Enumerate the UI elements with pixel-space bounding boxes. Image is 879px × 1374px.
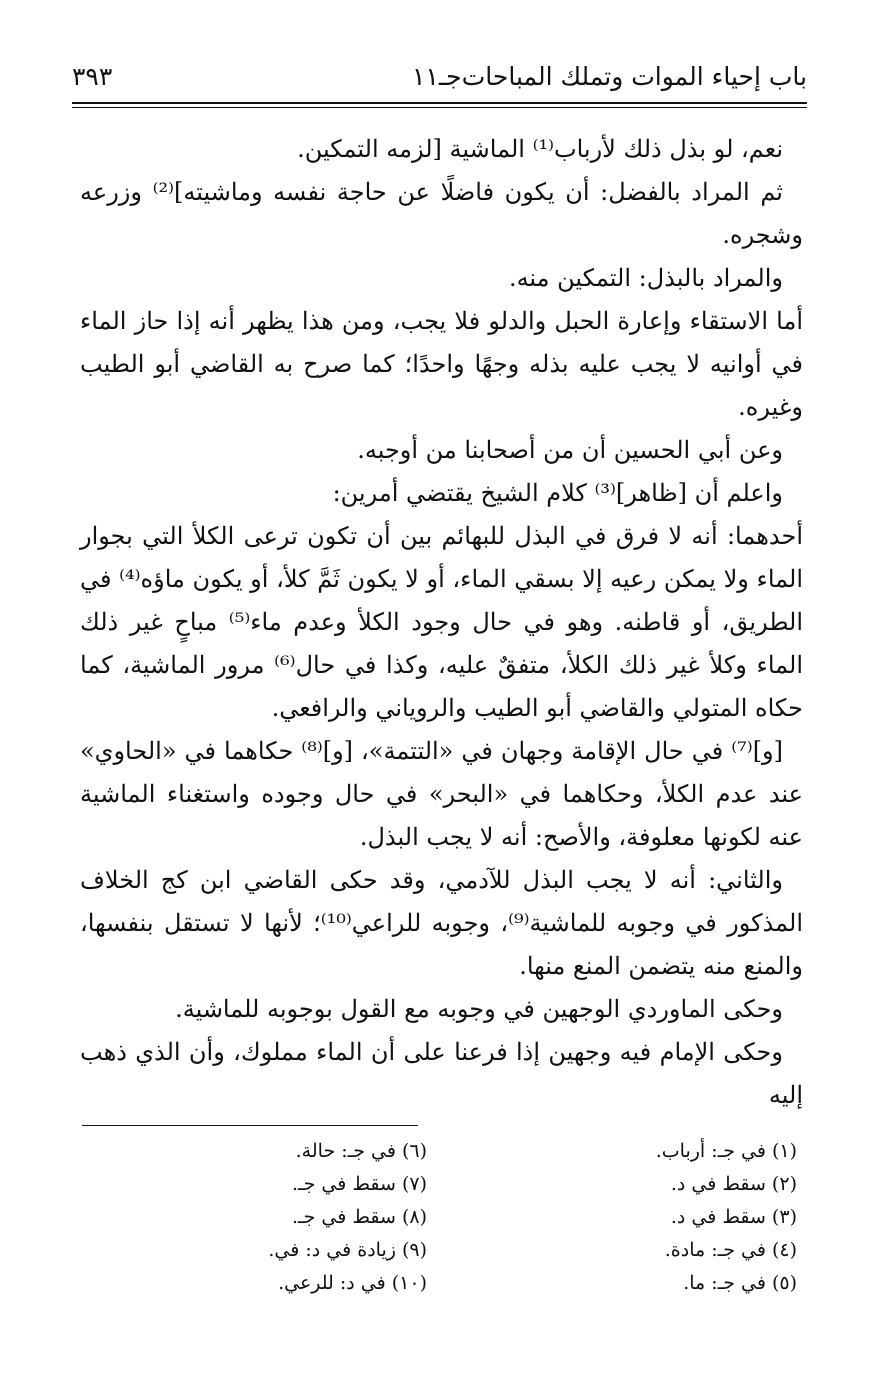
volume-label: جـ١١ [412,62,462,91]
paragraph: وعن أبي الحسين أن من أصحابنا من أوجبه. [357,436,783,464]
footnotes-column-right [437,1135,797,1300]
footnote-separator [82,1125,418,1126]
footnotes-column-left [67,1135,427,1300]
chapter-title: باب إحياء الموات وتملك المباحات [461,62,807,91]
paragraph: واعلم أن [ظاهر]⁽³⁾ كلام الشيخ يقتضي أمرين: [332,479,783,507]
paragraph: نعم، لو بذل ذلك لأرباب⁽¹⁾ الماشية [لزمه التمكين. [297,135,783,163]
footnote: (٧) سقط في جـ. [291,1173,427,1195]
header-rule-thin [72,107,807,108]
footnote: (٨) سقط في جـ. [291,1206,427,1228]
paragraph: وحكى الإمام فيه وجهين إذا فرعنا على أن الماء مملوك، وأن الذي ذهب إليه [80,1038,803,1109]
main-text [80,128,803,1117]
footnote: (١) في جـ: أرباب. [655,1140,797,1162]
footnote: (٩) زيادة في د: في. [268,1239,427,1261]
paragraph: والمراد بالبذل: التمكين منه. [508,264,783,292]
page-number: ٣٩٣ [72,62,113,91]
footnote: (٦) في جـ: حالة. [295,1140,427,1162]
paragraph: [و]⁽⁷⁾ في حال الإقامة وجهان في «التتمة»، [و]⁽⁸⁾ حكاهما في «الحاوي» عند عدم الكلأ، وحكاهما في «البحر» في حال وجوده واستغناء الماشية عنه لكونها معلوفة، والأصح: أنه لا يجب البذل. [80,737,803,851]
paragraph: والثاني: أنه لا يجب البذل للآدمي، وقد حكى القاضي ابن كج الخلاف المذكور في وجوبه للماشية⁽⁹⁾، وجوبه للراعي⁽¹⁰⁾؛ لأنها لا تستقل بنفسها، والمنع منه يتضمن المنع منها. [80,866,803,980]
paragraph: أما الاستقاء وإعارة الحبل والدلو فلا يجب، ومن هذا يظهر أنه إذا حاز الماء في أوانيه لا يجب عليه بذله وجهًا واحدًا؛ كما صرح به القاضي أبو الطيب وغيره. [80,307,803,421]
paragraph: وحكى الماوردي الوجهين في وجوبه مع القول بوجوبه للماشية. [175,995,783,1023]
running-header [72,58,807,102]
footnote: (٢) سقط في د. [670,1173,797,1195]
footnote: (١٠) في د: للرعي. [278,1272,427,1294]
paragraph: ثم المراد بالفضل: أن يكون فاضلًا عن حاجة نفسه وماشيته]⁽²⁾ وزرعه وشجره. [80,178,803,249]
footnote: (٥) في جـ: ما. [683,1272,797,1294]
footnote: (٤) في جـ: مادة. [664,1239,797,1261]
header-rule [72,102,807,104]
paragraph: أحدهما: أنه لا فرق في البذل للبهائم بين أن تكون ترعى الكلأ التي بجوار الماء ولا يمكن رعيه إلا بسقي الماء، أو لا يكون ثَمَّ كلأ، أو يكون ماؤه⁽⁴⁾ في الطريق، أو قاطنه. وهو في حال وجود الكلأ وعدم ماء⁽⁵⁾ مباحٍ غير ذلك الماء وكلأ غير ذلك الكلأ، متفقٌ عليه، وكذا في حال⁽⁶⁾ مرور الماشية، كما حكاه المتولي والقاضي أبو الطيب والروياني والرافعي. [80,522,803,722]
footnote: (٣) سقط في د. [670,1206,797,1228]
